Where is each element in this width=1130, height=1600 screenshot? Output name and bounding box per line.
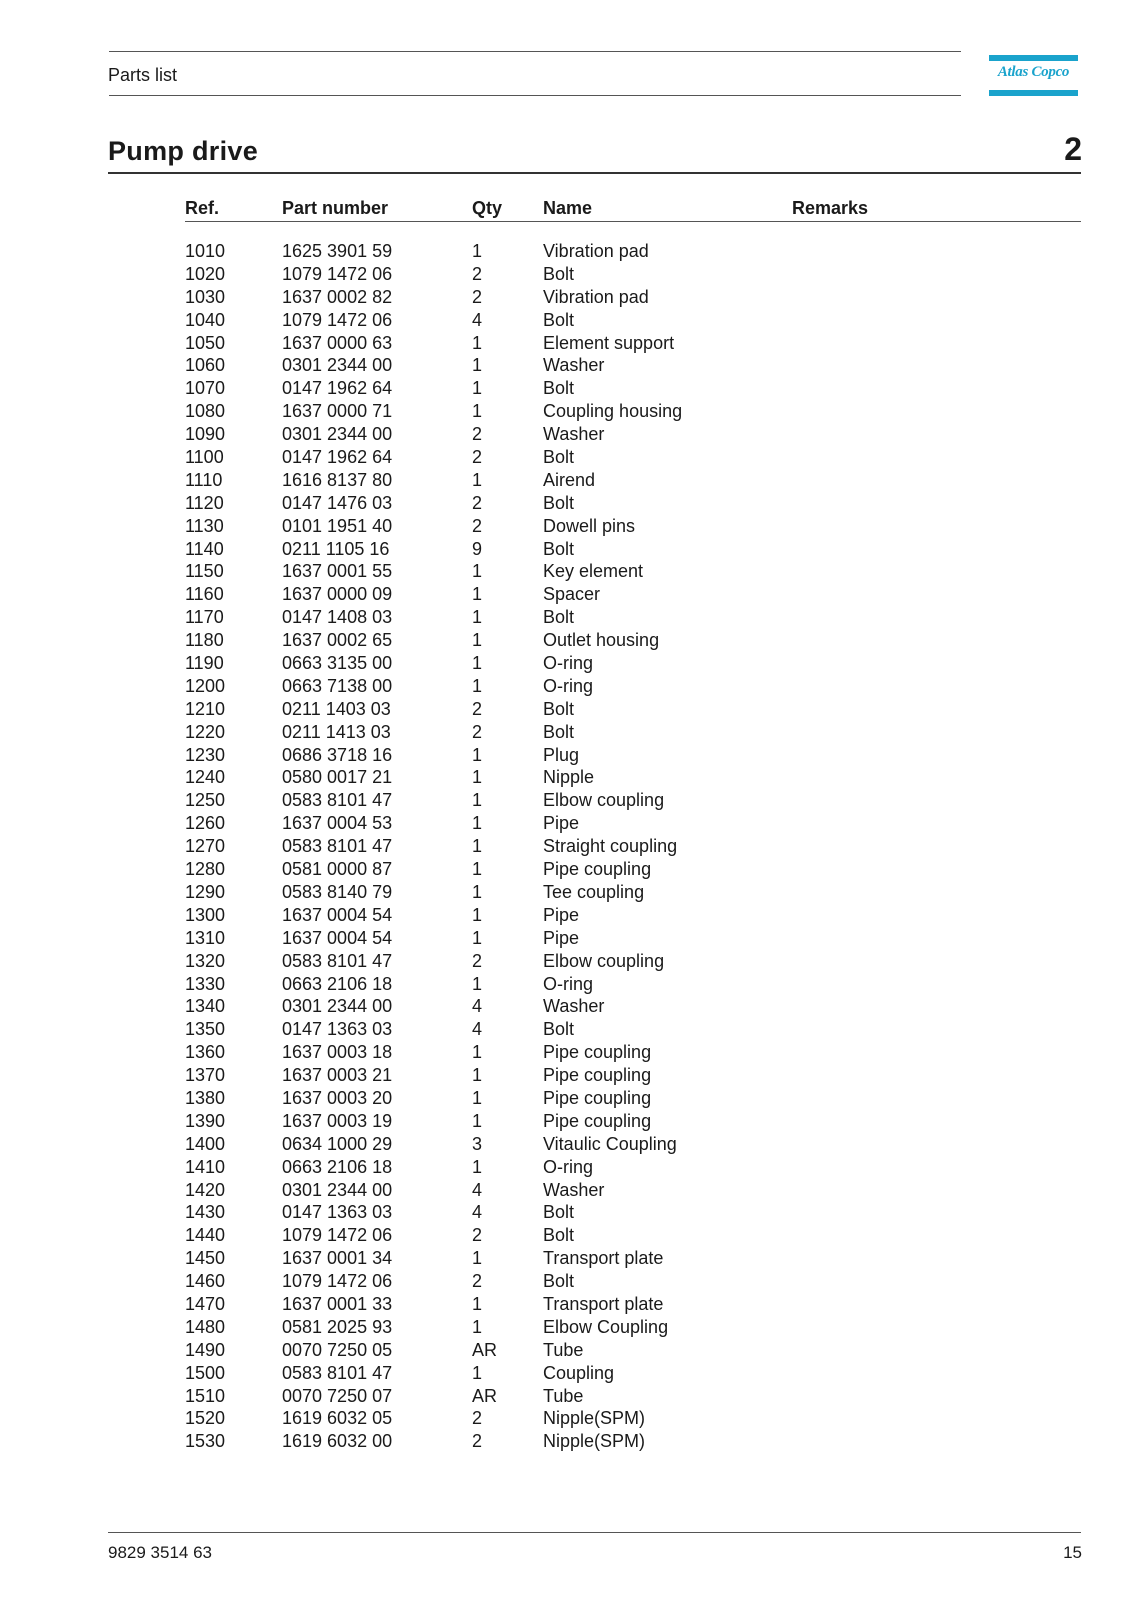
cell-part-number: 0301 2344 00	[282, 996, 393, 1017]
cell-qty: 1	[472, 859, 483, 880]
cell-name: Transport plate	[543, 1293, 664, 1314]
cell-name: Vitaulic Coupling	[543, 1133, 677, 1154]
cell-qty: 2	[472, 263, 483, 284]
cell-part-number: 0663 7138 00	[282, 675, 393, 696]
cell-qty: 2	[472, 1271, 483, 1292]
table-row	[0, 469, 1130, 492]
table-row	[0, 560, 1130, 583]
cell-name: Bolt	[543, 538, 575, 559]
cell-part-number: 1637 0004 54	[282, 904, 393, 925]
cell-qty: 2	[472, 515, 483, 536]
cell-name: Pipe coupling	[543, 1110, 652, 1131]
table-row	[0, 1407, 1130, 1430]
cell-part-number: 1079 1472 06	[282, 309, 393, 330]
cell-qty: 2	[472, 950, 483, 971]
cell-part-number: 0663 2106 18	[282, 973, 393, 994]
cell-qty: 1	[472, 881, 483, 902]
cell-part-number: 0101 1951 40	[282, 515, 393, 536]
cell-ref: 1500	[185, 1362, 226, 1383]
cell-ref: 1190	[185, 653, 224, 674]
cell-ref: 1480	[185, 1316, 226, 1337]
cell-ref: 1450	[185, 1248, 226, 1269]
cell-qty: 2	[472, 286, 483, 307]
table-header	[0, 198, 1130, 222]
cell-name: Nipple	[543, 767, 595, 788]
cell-part-number: 0211 1413 03	[282, 721, 391, 742]
cell-part-number: 1079 1472 06	[282, 1271, 393, 1292]
cell-ref: 1400	[185, 1133, 226, 1154]
cell-name: Bolt	[543, 447, 575, 468]
cell-qty: 1	[472, 1293, 483, 1314]
cell-ref: 1530	[185, 1431, 226, 1452]
table-header-rule	[185, 221, 1081, 222]
cell-part-number: 0147 1363 03	[282, 1019, 393, 1040]
cell-name: Transport plate	[543, 1248, 664, 1269]
cell-ref: 1080	[185, 401, 226, 422]
table-row	[0, 1270, 1130, 1293]
cell-name: Coupling housing	[543, 401, 683, 422]
cell-name: Pipe	[543, 813, 580, 834]
cell-name: O-ring	[543, 675, 594, 696]
cell-ref: 1320	[185, 950, 226, 971]
column-header-part-number: Part number	[282, 198, 389, 218]
table-row	[0, 1385, 1130, 1408]
cell-ref: 1290	[185, 881, 226, 902]
cell-part-number: 0301 2344 00	[282, 424, 393, 445]
cell-name: O-ring	[543, 1156, 594, 1177]
column-header-ref: Ref.	[185, 198, 220, 218]
cell-qty: 3	[472, 1133, 483, 1154]
cell-ref: 1390	[185, 1110, 226, 1131]
cell-ref: 1020	[185, 263, 226, 284]
cell-name: Nipple(SPM)	[543, 1408, 646, 1429]
cell-part-number: 0663 3135 00	[282, 653, 393, 674]
cell-name: Tube	[543, 1339, 584, 1360]
table-row	[0, 1110, 1130, 1133]
cell-qty: 4	[472, 996, 483, 1017]
cell-part-number: 0583 8101 47	[282, 950, 393, 971]
cell-part-number: 0070 7250 07	[282, 1385, 393, 1406]
logo-bottom-bar	[989, 90, 1078, 96]
table-row	[0, 583, 1130, 606]
table-row	[0, 1224, 1130, 1247]
cell-ref: 1200	[185, 675, 226, 696]
cell-part-number: 1079 1472 06	[282, 263, 393, 284]
cell-qty: 1	[472, 332, 483, 353]
cell-name: Bolt	[543, 607, 575, 628]
cell-name: Bolt	[543, 721, 575, 742]
title-rule	[108, 172, 1081, 174]
cell-part-number: 1637 0001 34	[282, 1248, 393, 1269]
cell-name: Airend	[543, 469, 596, 490]
cell-qty: 1	[472, 653, 483, 674]
table-row	[0, 377, 1130, 400]
table-row	[0, 1339, 1130, 1362]
cell-qty: 1	[472, 927, 483, 948]
header-label: Parts list	[108, 65, 178, 85]
cell-name: Dowell pins	[543, 515, 636, 536]
cell-ref: 1490	[185, 1339, 226, 1360]
cell-ref: 1340	[185, 996, 226, 1017]
table-row	[0, 286, 1130, 309]
cell-part-number: 1625 3901 59	[282, 241, 393, 261]
cell-ref: 1310	[185, 927, 226, 948]
cell-part-number: 0581 2025 93	[282, 1316, 393, 1337]
cell-ref: 1260	[185, 813, 226, 834]
cell-name: Pipe coupling	[543, 1042, 652, 1063]
cell-part-number: 0686 3718 16	[282, 744, 393, 765]
cell-name: Washer	[543, 355, 605, 376]
table-row	[0, 1018, 1130, 1041]
cell-qty: 4	[472, 1179, 483, 1200]
cell-ref: 1030	[185, 286, 226, 307]
table-row	[0, 240, 1130, 263]
cell-part-number: 1637 0003 19	[282, 1110, 393, 1131]
footer-rule	[108, 1532, 1081, 1533]
cell-name: Bolt	[543, 1225, 575, 1246]
cell-qty: 1	[472, 836, 483, 857]
cell-name: Pipe	[543, 927, 580, 948]
cell-ref: 1470	[185, 1293, 226, 1314]
cell-qty: 2	[472, 698, 483, 719]
cell-name: Pipe coupling	[543, 859, 652, 880]
cell-qty: 4	[472, 1202, 483, 1223]
cell-ref: 1210	[185, 698, 226, 719]
cell-name: Plug	[543, 744, 580, 765]
cell-name: Bolt	[543, 1019, 575, 1040]
cell-part-number: 1637 0001 55	[282, 561, 393, 582]
cell-qty: 1	[472, 675, 483, 696]
cell-ref: 1090	[185, 424, 226, 445]
cell-part-number: 1637 0000 71	[282, 401, 393, 422]
table-row	[0, 904, 1130, 927]
cell-ref: 1430	[185, 1202, 226, 1223]
cell-qty: 2	[472, 492, 483, 513]
cell-ref: 1180	[185, 630, 224, 651]
cell-ref: 1220	[185, 721, 226, 742]
table-row	[0, 263, 1130, 286]
column-header-qty: Qty	[472, 198, 503, 218]
table-row	[0, 812, 1130, 835]
cell-part-number: 1637 0003 18	[282, 1042, 393, 1063]
cell-qty: 4	[472, 309, 483, 330]
cell-qty: 2	[472, 1225, 483, 1246]
cell-part-number: 0580 0017 21	[282, 767, 393, 788]
cell-part-number: 1637 0000 63	[282, 332, 393, 353]
cell-qty: 1	[472, 561, 483, 582]
column-header-remarks: Remarks	[792, 198, 869, 218]
cell-part-number: 1619 6032 00	[282, 1431, 393, 1452]
cell-name: Elbow coupling	[543, 790, 665, 811]
cell-qty: 1	[472, 744, 483, 765]
cell-ref: 1110	[185, 469, 223, 490]
cell-ref: 1370	[185, 1065, 226, 1086]
table-row	[0, 423, 1130, 446]
cell-name: Elbow coupling	[543, 950, 665, 971]
table-row	[0, 538, 1130, 561]
cell-qty: 1	[472, 469, 483, 490]
cell-ref: 1520	[185, 1408, 226, 1429]
cell-name: O-ring	[543, 973, 594, 994]
cell-name: Bolt	[543, 378, 575, 399]
table-row	[0, 881, 1130, 904]
cell-ref: 1130	[185, 515, 224, 536]
cell-name: Elbow Coupling	[543, 1316, 669, 1337]
cell-part-number: 0634 1000 29	[282, 1133, 393, 1154]
cell-qty: 2	[472, 1408, 483, 1429]
cell-ref: 1510	[185, 1385, 226, 1406]
cell-part-number: 1637 0004 54	[282, 927, 393, 948]
cell-qty: 1	[472, 355, 483, 376]
cell-ref: 1380	[185, 1087, 226, 1108]
cell-part-number: 1637 0002 82	[282, 286, 393, 307]
cell-name: Vibration pad	[543, 241, 649, 261]
cell-ref: 1060	[185, 355, 226, 376]
cell-part-number: 1637 0003 21	[282, 1065, 393, 1086]
table-row	[0, 1041, 1130, 1064]
table-row	[0, 309, 1130, 332]
cell-part-number: 0583 8101 47	[282, 1362, 393, 1383]
cell-ref: 1440	[185, 1225, 226, 1246]
cell-part-number: 0147 1962 64	[282, 378, 393, 399]
cell-part-number: 1637 0000 09	[282, 584, 393, 605]
cell-part-number: 1079 1472 06	[282, 1225, 393, 1246]
cell-part-number: 0147 1408 03	[282, 607, 393, 628]
cell-part-number: 1637 0004 53	[282, 813, 393, 834]
cell-part-number: 1637 0003 20	[282, 1087, 393, 1108]
cell-ref: 1270	[185, 836, 226, 857]
logo-text: Atlas Copco	[997, 64, 1070, 80]
table-row	[0, 1201, 1130, 1224]
cell-part-number: 0583 8101 47	[282, 836, 393, 857]
header-top-rule	[109, 51, 961, 52]
table-row	[0, 446, 1130, 469]
cell-ref: 1230	[185, 744, 226, 765]
table-row	[0, 1430, 1130, 1453]
table-row	[0, 858, 1130, 881]
cell-qty: 1	[472, 1316, 483, 1337]
cell-qty: 1	[472, 241, 483, 261]
cell-part-number: 0301 2344 00	[282, 355, 393, 376]
table-row	[0, 492, 1130, 515]
logo-top-bar	[989, 55, 1078, 61]
cell-ref: 1160	[185, 584, 224, 605]
cell-ref: 1120	[185, 492, 224, 513]
cell-ref: 1330	[185, 973, 226, 994]
table-row	[0, 950, 1130, 973]
cell-ref: 1050	[185, 332, 226, 353]
cell-qty: 1	[472, 607, 483, 628]
cell-qty: 2	[472, 721, 483, 742]
atlas-copco-logo	[989, 55, 1078, 98]
cell-name: Tube	[543, 1385, 584, 1406]
cell-name: Key element	[543, 561, 644, 582]
cell-qty: 1	[472, 1362, 483, 1383]
cell-ref: 1250	[185, 790, 226, 811]
cell-name: Coupling	[543, 1362, 615, 1383]
table-row	[0, 332, 1130, 355]
cell-ref: 1420	[185, 1179, 226, 1200]
table-row	[0, 1087, 1130, 1110]
cell-name: Tee coupling	[543, 881, 645, 902]
table-row	[0, 973, 1130, 996]
cell-qty: 1	[472, 767, 483, 788]
cell-ref: 1170	[185, 607, 224, 628]
table-row	[0, 675, 1130, 698]
cell-name: Washer	[543, 1179, 605, 1200]
cell-name: Vibration pad	[543, 286, 649, 307]
cell-qty: 1	[472, 1248, 483, 1269]
cell-ref: 1240	[185, 767, 226, 788]
cell-name: Bolt	[543, 1202, 575, 1223]
cell-part-number: 0211 1403 03	[282, 698, 391, 719]
cell-ref: 1070	[185, 378, 226, 399]
table-row	[0, 1179, 1130, 1202]
cell-name: Pipe coupling	[543, 1065, 652, 1086]
table-row	[0, 835, 1130, 858]
cell-qty: 1	[472, 973, 483, 994]
cell-qty: 1	[472, 630, 483, 651]
table-row	[0, 515, 1130, 538]
table-row	[0, 1156, 1130, 1179]
cell-ref: 1280	[185, 859, 226, 880]
cell-qty: 1	[472, 1042, 483, 1063]
cell-part-number: 0583 8140 79	[282, 881, 393, 902]
cell-part-number: 0147 1962 64	[282, 447, 393, 468]
cell-qty: 1	[472, 904, 483, 925]
cell-name: Element support	[543, 332, 675, 353]
cell-ref: 1410	[185, 1156, 226, 1177]
cell-name: Spacer	[543, 584, 601, 605]
column-header-name: Name	[543, 198, 593, 218]
cell-name: Pipe	[543, 904, 580, 925]
cell-name: Bolt	[543, 309, 575, 330]
cell-ref: 1350	[185, 1019, 226, 1040]
cell-part-number: 0301 2344 00	[282, 1179, 393, 1200]
cell-part-number: 1637 0001 33	[282, 1293, 393, 1314]
cell-ref: 1010	[185, 241, 226, 261]
cell-name: Bolt	[543, 698, 575, 719]
cell-ref: 1140	[185, 538, 224, 559]
section-number: 2	[1064, 131, 1082, 167]
cell-part-number: 0583 8101 47	[282, 790, 393, 811]
cell-part-number: 0211 1105 16	[282, 538, 390, 559]
table-row	[0, 1316, 1130, 1339]
cell-name: Bolt	[543, 1271, 575, 1292]
table-row	[0, 995, 1130, 1018]
cell-ref: 1100	[185, 447, 224, 468]
table-row	[0, 766, 1130, 789]
parts-table-body	[0, 240, 1130, 1453]
cell-name: O-ring	[543, 653, 594, 674]
table-row	[0, 721, 1130, 744]
cell-qty: 1	[472, 584, 483, 605]
cell-qty: 1	[472, 790, 483, 811]
table-row	[0, 400, 1130, 423]
table-row	[0, 606, 1130, 629]
cell-ref: 1040	[185, 309, 226, 330]
table-row	[0, 1247, 1130, 1270]
table-row	[0, 1064, 1130, 1087]
cell-qty: 1	[472, 1065, 483, 1086]
table-row	[0, 1362, 1130, 1385]
cell-part-number: 0070 7250 05	[282, 1339, 393, 1360]
cell-qty: AR	[472, 1339, 498, 1360]
cell-qty: 2	[472, 447, 483, 468]
table-row	[0, 698, 1130, 721]
cell-name: Bolt	[543, 492, 575, 513]
table-row	[0, 744, 1130, 767]
cell-qty: 1	[472, 813, 483, 834]
cell-part-number: 0147 1476 03	[282, 492, 393, 513]
cell-qty: 1	[472, 1110, 483, 1131]
cell-qty: 9	[472, 538, 483, 559]
cell-part-number: 1619 6032 05	[282, 1408, 393, 1429]
page-number: 15	[1063, 1543, 1082, 1562]
cell-part-number: 1616 8137 80	[282, 469, 393, 490]
cell-qty: 2	[472, 1431, 483, 1452]
cell-name: Nipple(SPM)	[543, 1431, 646, 1452]
cell-name: Pipe coupling	[543, 1087, 652, 1108]
cell-name: Bolt	[543, 263, 575, 284]
cell-qty: 1	[472, 378, 483, 399]
cell-part-number: 1637 0002 65	[282, 630, 393, 651]
cell-part-number: 0663 2106 18	[282, 1156, 393, 1177]
header-bottom-rule	[109, 95, 961, 96]
cell-ref: 1150	[185, 561, 224, 582]
cell-qty: 1	[472, 1156, 483, 1177]
cell-qty: 2	[472, 424, 483, 445]
cell-name: Washer	[543, 424, 605, 445]
table-row	[0, 629, 1130, 652]
cell-qty: AR	[472, 1385, 498, 1406]
table-row	[0, 1293, 1130, 1316]
cell-ref: 1300	[185, 904, 226, 925]
cell-qty: 1	[472, 401, 483, 422]
cell-name: Outlet housing	[543, 630, 660, 651]
table-row	[0, 789, 1130, 812]
document-number: 9829 3514 63	[108, 1543, 212, 1562]
table-row	[0, 652, 1130, 675]
section-title: Pump drive	[108, 136, 259, 166]
cell-ref: 1360	[185, 1042, 226, 1063]
table-row	[0, 354, 1130, 377]
cell-qty: 1	[472, 1087, 483, 1108]
cell-ref: 1460	[185, 1271, 226, 1292]
cell-name: Washer	[543, 996, 605, 1017]
table-row	[0, 1133, 1130, 1156]
cell-qty: 4	[472, 1019, 483, 1040]
cell-part-number: 0147 1363 03	[282, 1202, 393, 1223]
table-row	[0, 927, 1130, 950]
cell-name: Straight coupling	[543, 836, 678, 857]
cell-part-number: 0581 0000 87	[282, 859, 393, 880]
